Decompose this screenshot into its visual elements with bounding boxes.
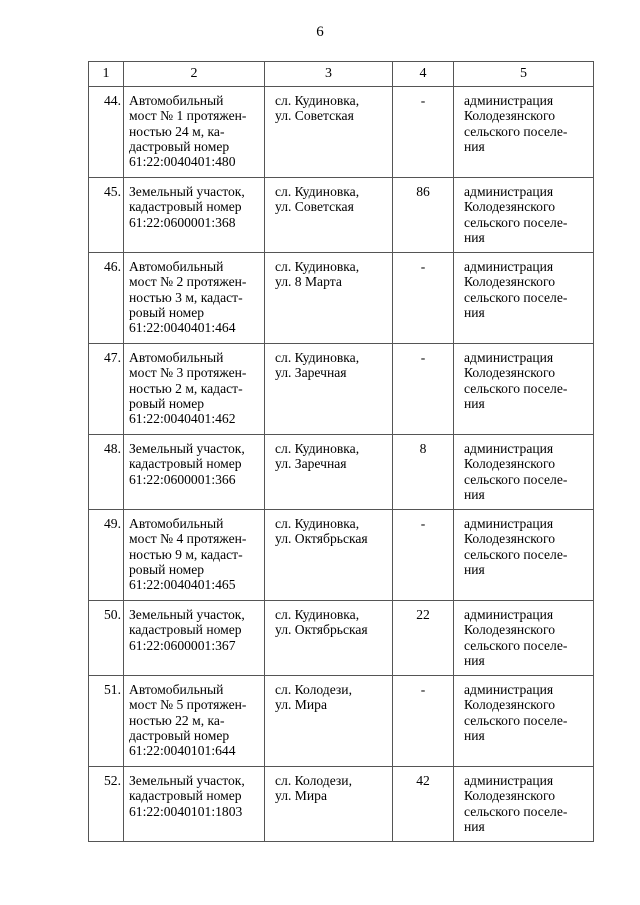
object-owner: администрация Колодезянского сельского поселе- ния [454, 510, 594, 601]
row-number: 46. [89, 253, 124, 344]
object-area: 42 [393, 767, 454, 842]
object-address: сл. Колодези, ул. Мира [265, 767, 393, 842]
table-row [89, 601, 594, 676]
object-owner: администрация Колодезянского сельского поселе- ния [454, 87, 594, 178]
column-header-1: 1 [89, 62, 124, 87]
object-area: - [393, 344, 454, 435]
table-row [89, 87, 594, 178]
object-owner: администрация Колодезянского сельского поселе- ния [454, 344, 594, 435]
object-address: сл. Кудиновка, ул. Заречная [265, 435, 393, 510]
row-number: 47. [89, 344, 124, 435]
object-description: Земельный участок, кадастровый номер 61:22:0600001:367 [124, 601, 265, 676]
row-number: 48. [89, 435, 124, 510]
object-address: сл. Кудиновка, ул. Октябрьская [265, 510, 393, 601]
row-number: 45. [89, 178, 124, 253]
object-description: Земельный участок, кадастровый номер 61:22:0600001:366 [124, 435, 265, 510]
row-number: 50. [89, 601, 124, 676]
table-row [89, 435, 594, 510]
object-description: Автомобильный мост № 3 протяжен- ностью 2 м, кадаст- ровый номер 61:22:0040401:462 [124, 344, 265, 435]
property-registry-table [88, 61, 594, 842]
object-owner: администрация Колодезянского сельского поселе- ния [454, 767, 594, 842]
object-area: 86 [393, 178, 454, 253]
object-address: сл. Кудиновка, ул. 8 Марта [265, 253, 393, 344]
object-area: - [393, 676, 454, 767]
object-address: сл. Кудиновка, ул. Советская [265, 87, 393, 178]
table-row [89, 676, 594, 767]
table-row [89, 510, 594, 601]
row-number: 44. [89, 87, 124, 178]
row-number: 49. [89, 510, 124, 601]
table-row [89, 253, 594, 344]
object-description: Автомобильный мост № 5 протяжен- ностью 22 м, ка- дастровый номер 61:22:0040101:644 [124, 676, 265, 767]
object-description: Автомобильный мост № 4 протяжен- ностью 9 м, кадаст- ровый номер 61:22:0040401:465 [124, 510, 265, 601]
row-number: 51. [89, 676, 124, 767]
object-area: - [393, 253, 454, 344]
table-row [89, 767, 594, 842]
object-description: Автомобильный мост № 1 протяжен- ностью 24 м, ка- дастровый номер 61:22:0040401:480 [124, 87, 265, 178]
page-number: 6 [316, 24, 324, 40]
object-description: Земельный участок, кадастровый номер 61:22:0040101:1803 [124, 767, 265, 842]
object-area: 22 [393, 601, 454, 676]
object-owner: администрация Колодезянского сельского поселе- ния [454, 676, 594, 767]
table-row [89, 344, 594, 435]
object-owner: администрация Колодезянского сельского поселе- ния [454, 178, 594, 253]
column-header-3: 3 [265, 62, 393, 87]
column-header-5: 5 [454, 62, 594, 87]
object-owner: администрация Колодезянского сельского поселе- ния [454, 435, 594, 510]
object-area: - [393, 510, 454, 601]
object-area: 8 [393, 435, 454, 510]
object-address: сл. Кудиновка, ул. Октябрьская [265, 601, 393, 676]
column-header-4: 4 [393, 62, 454, 87]
table-row [89, 178, 594, 253]
object-area: - [393, 87, 454, 178]
object-description: Земельный участок, кадастровый номер 61:22:0600001:368 [124, 178, 265, 253]
object-owner: администрация Колодезянского сельского поселе- ния [454, 253, 594, 344]
object-description: Автомобильный мост № 2 протяжен- ностью 3 м, кадаст- ровый номер 61:22:0040401:464 [124, 253, 265, 344]
object-address: сл. Колодези, ул. Мира [265, 676, 393, 767]
row-number: 52. [89, 767, 124, 842]
column-header-2: 2 [124, 62, 265, 87]
object-address: сл. Кудиновка, ул. Советская [265, 178, 393, 253]
object-owner: администрация Колодезянского сельского поселе- ния [454, 601, 594, 676]
header-row [89, 62, 594, 87]
object-address: сл. Кудиновка, ул. Заречная [265, 344, 393, 435]
